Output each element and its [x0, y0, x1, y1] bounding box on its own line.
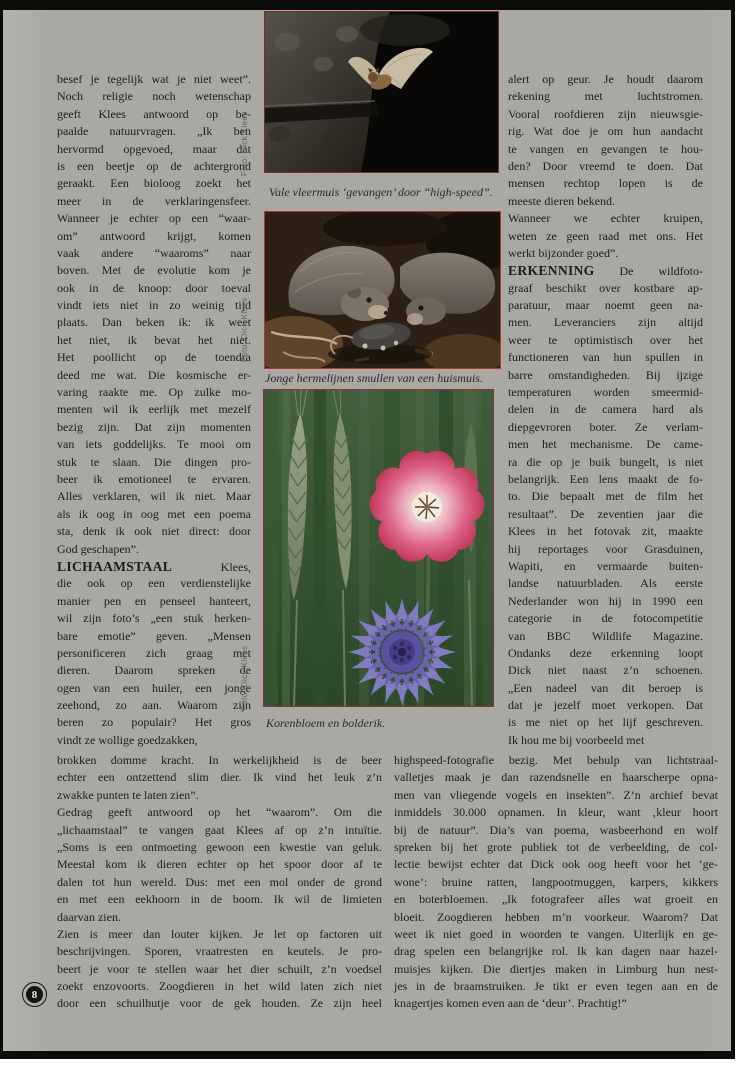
text-line: menten wil ik eerlijk met mezelf: [57, 402, 251, 417]
text-line: manier pen en penseel hanteert,: [57, 593, 251, 608]
text-line: dat je jezelf moet verkopen. Dat: [508, 698, 703, 713]
text-line: temperaturen worden smeermid-: [508, 385, 703, 400]
text-line: is me niet op het lijf geschreven.: [508, 715, 703, 730]
photo-caption-bat: Vale vleermuis ‘gevangen’ door “high-speed”.: [269, 185, 493, 199]
text-line: het niet, ik bevat het niet.: [57, 332, 251, 347]
text-line: vindt ze wollige goedzakken,: [57, 732, 198, 747]
magazine-page: [3, 10, 731, 1051]
text-line: van iets goddelijks. Te mooi om: [57, 437, 251, 452]
text-line: alert op geur. Je houdt daarom: [508, 72, 703, 86]
text-line: diepgevroren boter. Ze verlam-: [508, 419, 703, 434]
text-line: „Soms is een ontmoeting gewoon een kwestie van geluk.: [57, 839, 382, 854]
article-column-left: [57, 71, 251, 749]
text-line: lectie bewijst echter dat Dick ook oog heeft voor het ‘ge-: [394, 857, 718, 872]
text-line: valletjes maak je dan razendsnelle en haarscherpe opna-: [394, 770, 718, 785]
text-line: die ook op een verdienstelijke: [57, 576, 251, 591]
text-line: geraakt. Een bioloog zoekt het: [57, 176, 251, 191]
text-line: rig. Wat doe je om hun aandacht: [508, 124, 703, 139]
article-block-bottom-left: [57, 752, 382, 1013]
text-line: werkt bijzonder goed”.: [508, 245, 619, 260]
text-line: spreken bij het grote publiek tot de verbeelding, de col-: [394, 839, 718, 854]
text-line: beert je voor te stellen waar het dier schuilt, z’n voedsel: [57, 961, 382, 976]
text-line: resultaat”. De zeventien jaar die: [508, 506, 703, 521]
text-line: daarvan zien.: [57, 909, 121, 924]
text-line: om” antwoord krijgt, komen: [57, 228, 251, 243]
text-line: „Een nadeel van dit beroep is: [508, 680, 703, 695]
text-line: varing raakte me. Op zulke mo-: [57, 385, 251, 400]
text-line: Ik hou me bij voorbeeld met: [508, 732, 645, 747]
text-line: paalde natuurvragen. „Ik ben: [57, 124, 251, 139]
text-line: ogen van een huiler, een jonge: [57, 680, 251, 695]
text-line: Nederlander won hij in 1990 een: [508, 593, 703, 608]
text-line: wil zijn foto’s „een stuk herken-: [57, 611, 251, 626]
text-line: zeehond, zo aan. Waarom zijn: [57, 698, 251, 713]
text-line: God geschapen”.: [57, 541, 139, 556]
text-line: belangrijk. Een lens maakt de fo-: [508, 471, 703, 486]
text-line: bij de natuur”. Dia’s van poema, wasbeerhond en wolf: [394, 822, 718, 837]
photo-flowers: [263, 389, 494, 707]
text-line: Wanneer we echter kruipen,: [508, 211, 703, 226]
text-line: to. Die bepaalt met de film het: [508, 489, 703, 504]
text-line: men het mechanisme. De came-: [508, 437, 703, 452]
text-line: weten ze geen raad met ons. Het: [508, 228, 703, 243]
text-line: paratuur, maar noemt geen na-: [508, 298, 703, 313]
text-line: highspeed-fotografie bezig. Met behulp van lichtstraal-: [394, 753, 718, 767]
text-line: drag spelen een belangrijke rol. Ik kan dagen naar hazel-: [394, 944, 718, 959]
text-line: plaats. Dan beken ik: ik weet: [57, 315, 251, 330]
text-line: als ik oog in oog met een poema: [57, 506, 251, 521]
text-line: en met een eekhoorn in de boom. Ik wil de limieten: [57, 892, 382, 907]
text-line: knagertjes komen even aan de ‘deur’. Prachtig!”: [394, 996, 627, 1011]
text-line: Dick niet naast z’n schoenen.: [508, 663, 703, 678]
text-line: Wanneer je echter op een “waar-: [57, 211, 251, 226]
text-line: wone’: bruine ratten, langpootmuggen, karpers, kikkers: [394, 874, 718, 889]
text-line: graaf beschikt over kostbare ap-: [508, 280, 703, 295]
flowers-photo-illustration: [264, 390, 493, 706]
text-line: landse natuurbladen. Als eerste: [508, 576, 703, 591]
text-line: barre omstandigheden. Bij ijzige: [508, 367, 703, 382]
text-line: besef je tegelijk wat je niet weet”.: [57, 72, 251, 86]
text-line: functioneren van hun spullen in: [508, 350, 703, 365]
text-line: „lichaamstaal” te vangen gaat Klees af op z’n intuïtie.: [57, 822, 382, 837]
photo-credit-flowers: Foto: Dick Klees: [240, 645, 249, 710]
text-line: beren zo populair? Het gros: [57, 715, 251, 730]
text-line: mensen rechtop lopen is de: [508, 176, 703, 191]
photo-credit-bat: Foto: Dick Klees: [240, 111, 249, 176]
stoats-photo-illustration: [265, 212, 500, 368]
text-line: en boterbloemen. „Ik fotografeer alles wat groeit en: [394, 892, 718, 907]
text-line: weer te optimistisch over het: [508, 332, 703, 347]
text-line: meer in de verklaringensfeer.: [57, 193, 251, 208]
text-line: hij reportages voor Grasduinen,: [508, 541, 703, 556]
bat-photo-illustration: [265, 12, 498, 172]
text-line: brokken domme kracht. In werkelijkheid is de beer: [57, 753, 382, 767]
text-line: beschrijvingen. Sporen, vraatresten en keutels. Je pro-: [57, 944, 382, 959]
text-line: Noch religie noch wetenschap: [57, 89, 251, 104]
text-line: Meestal kom ik dieren echter op het spoor door af te: [57, 857, 382, 872]
text-line: vaak andere “waaroms” naar: [57, 245, 251, 260]
text-line: rekening met luchtstromen.: [508, 89, 703, 104]
text-line: muisjes kijken. Die diertjes maken in Limburg hun nest-: [394, 961, 718, 976]
text-line: men van vliegende vogels en insekten”. Z’n archief bevat: [394, 787, 718, 802]
text-line: echter een ontzettend slim dier. Ik vind het leuk z’n: [57, 770, 382, 785]
text-line: categorie in de fotocompetitie: [508, 611, 703, 626]
text-line: Zien is meer dan louter kijken. Je let op factoren uit: [57, 926, 382, 941]
text-line: men. Leveranciers zijn altijd: [508, 315, 703, 330]
article-block-bottom-right: [394, 752, 718, 1013]
page-number: 8: [26, 986, 43, 1003]
text-line: den? Door vreemd te doen. Dat: [508, 158, 703, 173]
photo-caption-flowers: Korenbloem en bolderik.: [266, 716, 386, 730]
text-line: ERKENNING De wildfoto-: [508, 263, 703, 279]
text-line: dieren. Daarom spreken de: [57, 663, 251, 678]
text-line: is een beetje op de achtergrond: [57, 158, 251, 173]
text-line: Het poollicht op de toendra: [57, 350, 251, 365]
text-line: van BBC Wildlife Magazine.: [508, 628, 703, 643]
text-line: Gedrag geeft antwoord op het “waarom”. Om die: [57, 805, 382, 820]
text-line: te vangen en gevangen te hou-: [508, 141, 703, 156]
photo-caption-stoats: Jonge hermelijnen smullen van een huismuis.: [265, 371, 483, 385]
text-line: LICHAAMSTAAL Klees,: [57, 558, 251, 574]
text-line: door een schuilhutje voor de gek houden. Ze zijn heel: [57, 996, 382, 1011]
text-line: Alles verklaren, wil ik niet. Maar: [57, 489, 251, 504]
text-line: bloeit. Zoogdieren hebben m’n voorkeur. Waarom? Dat: [394, 909, 718, 924]
text-line: ra die op je buik bungelt, is niet: [508, 454, 703, 469]
photo-bat-in-cave: [264, 11, 499, 173]
text-line: sta, denk ik ook niet direct: door: [57, 524, 251, 539]
article-column-right: [508, 71, 703, 749]
text-line: jes in de braamstruiken. Je tikt er even tegen aan en de: [394, 979, 718, 994]
text-line: stuk te slaan. Die dingen pro-: [57, 454, 251, 469]
text-line: beer ik emotioneel te ervaren.: [57, 471, 251, 486]
text-line: bare emotie” geven. „Mensen: [57, 628, 251, 643]
text-line: meeste dieren bekend.: [508, 193, 615, 208]
text-line: inmiddels 30.000 opnamen. In kleur, want ‚kleur hoort: [394, 805, 718, 820]
text-line: boven. Met de evolutie kom je: [57, 263, 251, 278]
text-line: weet ik niet goed in woorden te vangen. Uiterlijk en ge-: [394, 926, 718, 941]
photo-young-stoats: [264, 211, 501, 369]
text-line: dalen tot hun wereld. Dus: met een mol onder de grond: [57, 874, 382, 889]
text-line: delen in de camera hard als: [508, 402, 703, 417]
page-number-badge: [22, 982, 47, 1007]
text-line: personificeren zich graag met: [57, 645, 251, 660]
text-line: bezig zijn. Dat zijn momenten: [57, 419, 251, 434]
text-line: Ondanks deze erkenning loopt: [508, 645, 703, 660]
text-line: geeft Klees antwoord op be-: [57, 106, 251, 121]
text-line: deed me wat. Die kosmische er-: [57, 367, 251, 382]
text-line: zoekt enzovoorts. Zoogdieren in het wild laten zich niet: [57, 979, 382, 994]
text-line: hervormd opgevoed, maar dat: [57, 141, 251, 156]
text-line: Wapiti, en vermaarde buiten-: [508, 558, 703, 573]
text-line: vindt iets niet in zo weinig tijd: [57, 298, 251, 313]
text-line: Klees in het fotovak zit, maakte: [508, 524, 703, 539]
photo-credit-stoats: Foto: Dick Klees: [240, 297, 249, 362]
text-line: zwakke punten te laten zien”.: [57, 787, 199, 802]
text-line: Vooral roofdieren zijn nieuwsgie-: [508, 106, 703, 121]
text-line: ook in de knoop: door toeval: [57, 280, 251, 295]
